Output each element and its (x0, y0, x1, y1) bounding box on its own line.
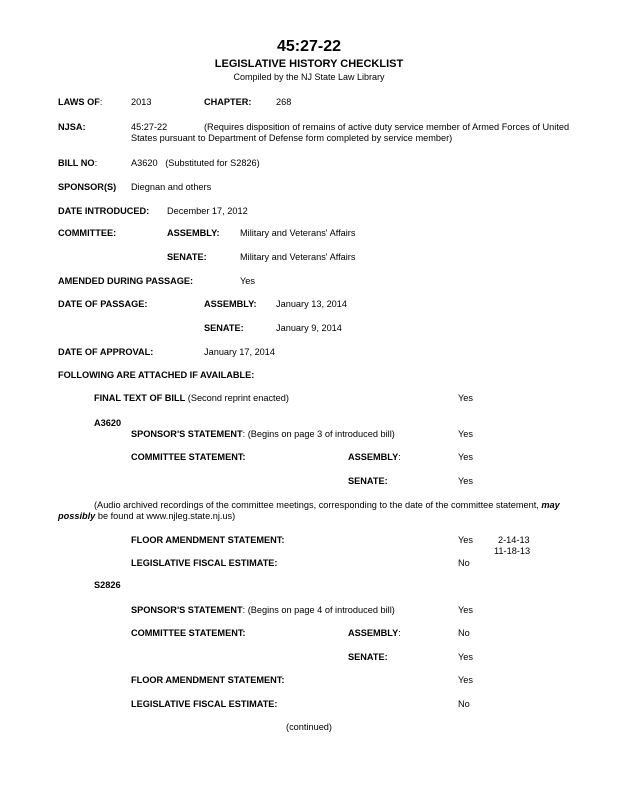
s2826-floor-label: FLOOR AMENDMENT STATEMENT: (131, 675, 285, 685)
laws-of-year: 2013 (131, 97, 152, 107)
audio-note-line2: possibly be found at www.njleg.state.nj.us) (58, 511, 236, 521)
a3620-floor-date2: 11-18-13 (494, 546, 531, 556)
passage-senate-label: SENATE: (204, 323, 244, 333)
a3620-fiscal-value: No (458, 558, 470, 568)
a3620-bill-heading: A3620 (94, 418, 122, 428)
document-number: 45:27-22 (276, 38, 342, 55)
committee-assembly-value: Military and Veterans' Affairs (240, 228, 356, 238)
bill-no-label: BILL NO: (58, 158, 98, 168)
s2826-committee-assembly-value: No (458, 628, 470, 638)
a3620-committee-label: COMMITTEE STATEMENT: (131, 452, 246, 462)
amended-label: AMENDED DURING PASSAGE: (58, 276, 194, 286)
s2826-bill-heading: S2826 (94, 580, 121, 590)
njsa-number: 45:27-22 (131, 122, 168, 132)
s2826-sponsor-statement: SPONSOR'S STATEMENT: (Begins on page 4 of introduced bill) (131, 605, 395, 615)
sponsors-value: Diegnan and others (131, 182, 212, 192)
chapter-label: CHAPTER: (204, 97, 252, 107)
s2826-fiscal-label: LEGISLATIVE FISCAL ESTIMATE: (131, 699, 278, 709)
amended-value: Yes (240, 276, 255, 286)
a3620-committee-assembly-value: Yes (458, 452, 473, 462)
passage-assembly-label: ASSEMBLY: (204, 299, 257, 309)
a3620-sponsor-value: Yes (458, 429, 473, 439)
a3620-committee-senate-label: SENATE: (348, 476, 388, 486)
committee-label: COMMITTEE: (58, 228, 117, 238)
chapter-value: 268 (276, 97, 292, 107)
a3620-floor-date1: 2-14-13 (498, 535, 530, 545)
compiled-by: Compiled by the NJ State Law Library (233, 72, 385, 82)
njsa-label: NJSA: (58, 122, 86, 132)
a3620-sponsor-statement: SPONSOR'S STATEMENT: (Begins on page 3 of introduced bill) (131, 429, 395, 439)
attached-heading: FOLLOWING ARE ATTACHED IF AVAILABLE: (58, 370, 255, 380)
approval-value: January 17, 2014 (204, 347, 276, 357)
sponsors-label: SPONSOR(S) (58, 182, 117, 192)
a3620-committee-assembly-label: ASSEMBLY: (348, 452, 401, 462)
s2826-committee-senate-value: Yes (458, 652, 473, 662)
document-title: LEGISLATIVE HISTORY CHECKLIST (214, 58, 404, 70)
s2826-committee-label: COMMITTEE STATEMENT: (131, 628, 246, 638)
a3620-floor-value: Yes (458, 535, 473, 545)
passage-senate-value: January 9, 2014 (276, 323, 342, 333)
passage-label: DATE OF PASSAGE: (58, 299, 148, 309)
committee-senate-value: Military and Veterans' Affairs (240, 252, 356, 262)
audio-note-line1: (Audio archived recordings of the committee meetings, corresponding to the date of the committee statement, may (94, 500, 560, 510)
s2826-sponsor-value: Yes (458, 605, 473, 615)
a3620-fiscal-label: LEGISLATIVE FISCAL ESTIMATE: (131, 558, 278, 568)
njsa-description-line2: States pursuant to Department of Defense form completed by service member) (131, 133, 453, 143)
s2826-fiscal-value: No (458, 699, 470, 709)
s2826-floor-value: Yes (458, 675, 473, 685)
bill-no-value: A3620 (Substituted for S2826) (131, 158, 260, 168)
passage-assembly-value: January 13, 2014 (276, 299, 348, 309)
approval-label: DATE OF APPROVAL: (58, 347, 154, 357)
date-introduced-value: December 17, 2012 (167, 206, 248, 216)
final-text-value: Yes (458, 393, 473, 403)
committee-senate-label: SENATE: (167, 252, 207, 262)
continued-note: (continued) (286, 722, 332, 732)
njsa-description-line1: (Requires disposition of remains of active duty service member of Armed Forces of United (204, 122, 570, 132)
a3620-floor-label: FLOOR AMENDMENT STATEMENT: (131, 535, 285, 545)
laws-of-label: LAWS OF: (58, 97, 103, 107)
committee-assembly-label: ASSEMBLY: (167, 228, 220, 238)
a3620-committee-senate-value: Yes (458, 476, 473, 486)
s2826-committee-assembly-label: ASSEMBLY: (348, 628, 401, 638)
date-introduced-label: DATE INTRODUCED: (58, 206, 150, 216)
final-text-label: FINAL TEXT OF BILL (Second reprint enacted) (94, 393, 289, 403)
s2826-committee-senate-label: SENATE: (348, 652, 388, 662)
